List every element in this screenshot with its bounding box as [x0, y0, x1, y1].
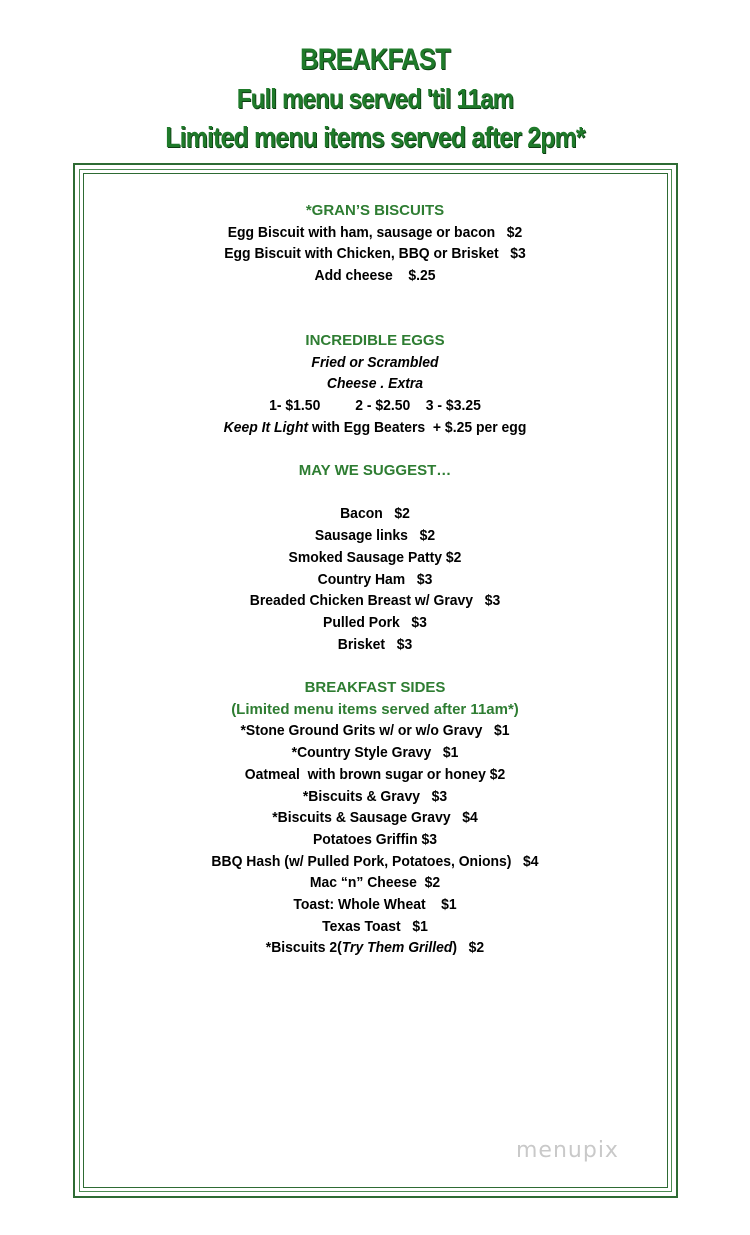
- menu-item: Potatoes Griffin $3: [312, 830, 438, 848]
- eggs-light-label: Keep It Light: [223, 418, 309, 436]
- menu-item: Smoked Sausage Patty $2: [288, 548, 462, 566]
- menu-item: Toast: Whole Wheat $1: [293, 896, 457, 914]
- menu-item: Bacon $2: [340, 505, 410, 523]
- menu-item: Oatmeal with brown sugar or honey $2: [244, 765, 506, 783]
- menu-item: Egg Biscuit with ham, sausage or bacon $2: [227, 223, 523, 241]
- menu-item: Country Ham $3: [317, 570, 433, 588]
- eggs-style: Fried or Scrambled: [311, 353, 439, 371]
- menu-item: Breaded Chicken Breast w/ Gravy $3: [249, 592, 501, 610]
- eggs-light-option: [96, 417, 654, 439]
- section-heading-suggest: MAY WE SUGGEST…: [298, 462, 452, 480]
- watermark-logo: menupix: [516, 1138, 619, 1163]
- sides-note: (Limited menu items served after 11am*): [231, 700, 519, 718]
- eggs-light-detail: with Egg Beaters + $.25 per egg: [308, 418, 527, 436]
- eggs-cheese: Cheese . Extra: [326, 375, 424, 393]
- menu-hours: Full menu served 'til 11am: [236, 83, 514, 114]
- biscuits-grilled-italic: Try Them Grilled: [341, 939, 453, 957]
- menu-item: Mac “n” Cheese $2: [309, 874, 441, 892]
- biscuits-grilled-post: ) $2: [452, 939, 485, 957]
- biscuits-grilled-pre: *Biscuits 2(: [265, 939, 342, 957]
- menu-item: Egg Biscuit with Chicken, BBQ or Brisket $3: [224, 245, 526, 263]
- section-heading-biscuits: *GRAN’S BISCUITS: [305, 202, 445, 219]
- menu-item: Brisket $3: [337, 635, 413, 653]
- section-heading-eggs: INCREDIBLE EGGS: [305, 331, 445, 349]
- menu-item: Add cheese $.25: [314, 267, 436, 285]
- menu-item: Sausage links $2: [314, 527, 436, 545]
- menu-header: [0, 40, 750, 158]
- menu-item: Pulled Pork $3: [323, 613, 427, 631]
- menu-content: [75, 200, 675, 959]
- menu-item: *Biscuits & Gravy $3: [302, 787, 448, 805]
- menu-item: *Biscuits & Sausage Gravy $4: [272, 809, 478, 827]
- menu-item: BBQ Hash (w/ Pulled Pork, Potatoes, Onions) $4: [211, 852, 539, 870]
- menu-item-biscuits-grilled: [96, 937, 654, 959]
- menu-item: Texas Toast $1: [322, 917, 428, 935]
- eggs-prices: 1- $1.50 2 - $2.50 3 - $3.25: [269, 396, 481, 414]
- menu-title: BREAKFAST: [300, 43, 450, 76]
- menu-item: *Stone Ground Grits w/ or w/o Gravy $1: [240, 722, 510, 740]
- menu-limited-note: Limited menu items served after 2pm*: [165, 122, 585, 154]
- section-heading-sides: BREAKFAST SIDES: [304, 679, 446, 697]
- menu-item: *Country Style Gravy $1: [291, 744, 459, 762]
